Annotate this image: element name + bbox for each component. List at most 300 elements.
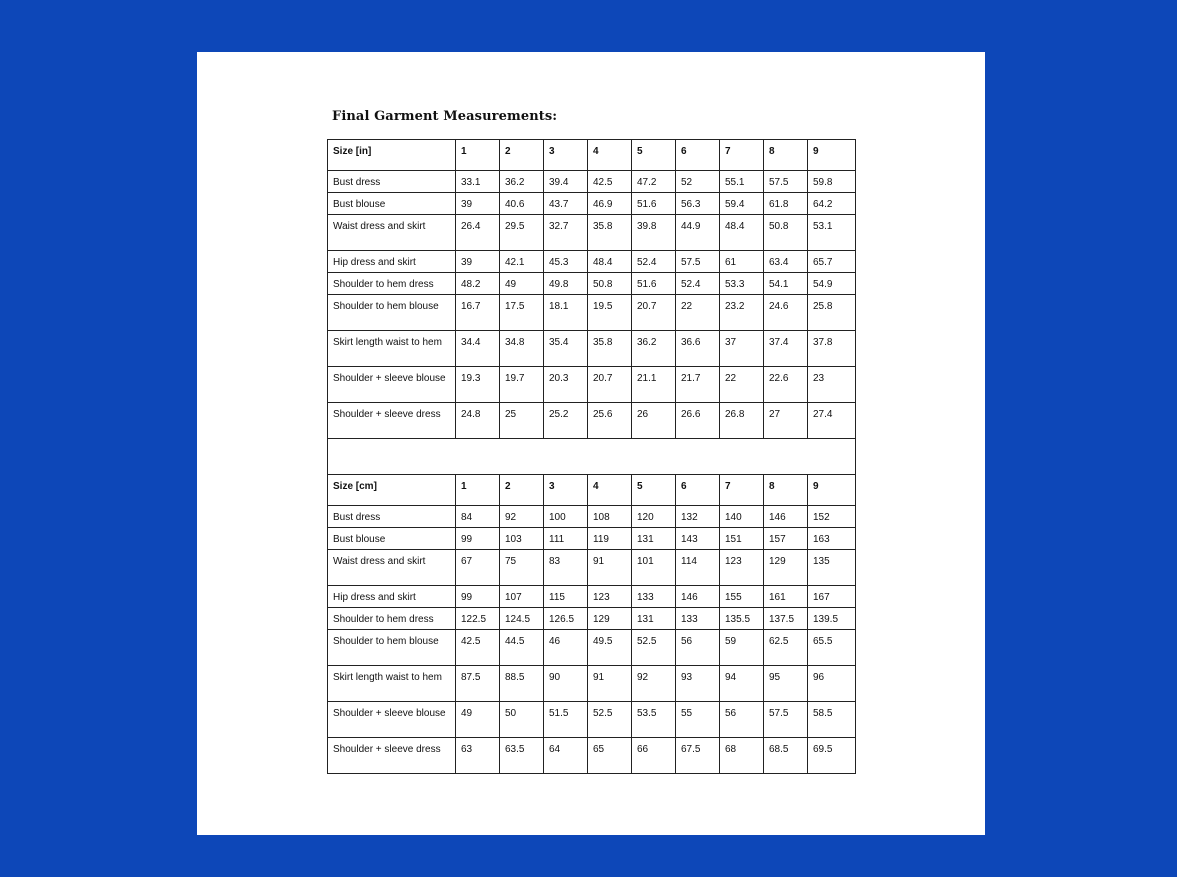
- value-cell: [676, 506, 720, 528]
- measurement-value: 48.4: [725, 221, 745, 232]
- measurement-value: 36.2: [505, 177, 525, 188]
- value-cell: [764, 586, 808, 608]
- value-cell: [764, 608, 808, 630]
- value-cell: [764, 550, 808, 586]
- value-cell: [544, 251, 588, 273]
- measurement-value: 47.2: [637, 177, 657, 188]
- table-row: [328, 171, 856, 193]
- value-cell: [720, 550, 764, 586]
- measurement-value: 100: [549, 512, 566, 523]
- table-row: [328, 215, 856, 251]
- table-row: [328, 251, 856, 273]
- cm-size-6: [676, 475, 720, 506]
- value-cell: [676, 586, 720, 608]
- measurement-value: 46.9: [593, 199, 613, 210]
- table-row: [328, 550, 856, 586]
- value-cell: [764, 528, 808, 550]
- value-cell: [500, 586, 544, 608]
- row-label-cell: [328, 630, 456, 666]
- value-cell: [544, 367, 588, 403]
- row-label-cell: [328, 702, 456, 738]
- value-cell: [808, 295, 856, 331]
- measurement-value: 51.6: [637, 199, 657, 210]
- measurement-value: 99: [461, 534, 473, 545]
- table-row: [328, 367, 856, 403]
- measurement-value: 58.5: [813, 708, 833, 719]
- value-cell: [808, 273, 856, 295]
- value-cell: [456, 666, 500, 702]
- value-cell: [500, 702, 544, 738]
- cm-size-8: [764, 475, 808, 506]
- measurement-value: 75: [505, 556, 517, 567]
- measurement-value: 50.8: [769, 221, 789, 232]
- measurement-value: 18.1: [549, 301, 569, 312]
- value-cell: [500, 550, 544, 586]
- header-cell-text: Size [in]: [333, 146, 372, 157]
- measurement-value: 123: [593, 592, 610, 603]
- measurement-value: 66: [637, 744, 649, 755]
- value-cell: [632, 193, 676, 215]
- inches-size-8: [764, 140, 808, 171]
- measurement-value: 24.8: [461, 409, 481, 420]
- value-cell: [808, 403, 856, 439]
- measurement-value: 123: [725, 556, 742, 567]
- header-cell-text: 6: [681, 146, 687, 157]
- value-cell: [544, 506, 588, 528]
- value-cell: [456, 215, 500, 251]
- measurement-value: 132: [681, 512, 698, 523]
- measurement-value: 87.5: [461, 672, 481, 683]
- measurement-value: 49.8: [549, 279, 569, 290]
- row-label-cell: [328, 666, 456, 702]
- measurement-value: 37: [725, 337, 737, 348]
- value-cell: [764, 295, 808, 331]
- measurement-value: 37.4: [769, 337, 789, 348]
- value-cell: [588, 193, 632, 215]
- header-cell-text: 2: [505, 146, 511, 157]
- measurement-value: 52.5: [593, 708, 613, 719]
- value-cell: [632, 586, 676, 608]
- cm-size-5: [632, 475, 676, 506]
- row-label: Skirt length waist to hem: [333, 337, 442, 348]
- table-row: [328, 738, 856, 774]
- value-cell: [720, 702, 764, 738]
- value-cell: [500, 193, 544, 215]
- measurement-value: 52: [681, 177, 693, 188]
- value-cell: [808, 608, 856, 630]
- measurement-value: 33.1: [461, 177, 481, 188]
- inches-size-header: [328, 140, 456, 171]
- value-cell: [676, 702, 720, 738]
- value-cell: [456, 550, 500, 586]
- row-label-cell: [328, 586, 456, 608]
- row-label: Bust blouse: [333, 534, 386, 545]
- value-cell: [632, 273, 676, 295]
- value-cell: [764, 273, 808, 295]
- value-cell: [544, 215, 588, 251]
- value-cell: [676, 666, 720, 702]
- measurement-value: 131: [637, 534, 654, 545]
- value-cell: [632, 506, 676, 528]
- cm-size-2: [500, 475, 544, 506]
- measurement-value: 39.8: [637, 221, 657, 232]
- measurement-value: 25.8: [813, 301, 833, 312]
- row-label: Shoulder to hem blouse: [333, 636, 439, 647]
- row-label-cell: [328, 506, 456, 528]
- value-cell: [500, 738, 544, 774]
- measurement-value: 62.5: [769, 636, 789, 647]
- measurement-value: 57.5: [769, 708, 789, 719]
- measurement-value: 64: [549, 744, 561, 755]
- value-cell: [632, 550, 676, 586]
- measurement-value: 25.2: [549, 409, 569, 420]
- value-cell: [720, 608, 764, 630]
- measurements-table: [327, 139, 856, 774]
- value-cell: [720, 586, 764, 608]
- row-label: Shoulder to hem dress: [333, 614, 434, 625]
- measurement-value: 17.5: [505, 301, 525, 312]
- value-cell: [808, 666, 856, 702]
- value-cell: [500, 506, 544, 528]
- measurement-value: 143: [681, 534, 698, 545]
- row-label-cell: [328, 273, 456, 295]
- measurement-value: 26.4: [461, 221, 481, 232]
- header-cell-text: 3: [549, 146, 555, 157]
- table-row: [328, 528, 856, 550]
- measurement-value: 88.5: [505, 672, 525, 683]
- header-cell-text: 1: [461, 481, 467, 492]
- measurement-value: 137.5: [769, 614, 795, 625]
- measurement-value: 23.2: [725, 301, 745, 312]
- value-cell: [632, 702, 676, 738]
- measurement-value: 146: [681, 592, 698, 603]
- value-cell: [764, 215, 808, 251]
- value-cell: [544, 528, 588, 550]
- measurement-value: 95: [769, 672, 781, 683]
- header-cell-text: 1: [461, 146, 467, 157]
- value-cell: [456, 702, 500, 738]
- row-label: Hip dress and skirt: [333, 592, 416, 603]
- value-cell: [456, 528, 500, 550]
- measurement-value: 65: [593, 744, 605, 755]
- value-cell: [456, 171, 500, 193]
- header-cell-text: 7: [725, 481, 731, 492]
- inches-header-row: [328, 140, 856, 171]
- measurement-value: 52.5: [637, 636, 657, 647]
- value-cell: [764, 738, 808, 774]
- cm-size-9: [808, 475, 856, 506]
- value-cell: [588, 215, 632, 251]
- value-cell: [588, 273, 632, 295]
- value-cell: [720, 506, 764, 528]
- measurement-value: 44.9: [681, 221, 701, 232]
- measurement-value: 25: [505, 409, 517, 420]
- measurement-value: 140: [725, 512, 742, 523]
- row-label: Shoulder + sleeve dress: [333, 409, 441, 420]
- value-cell: [456, 273, 500, 295]
- row-label-cell: [328, 295, 456, 331]
- value-cell: [720, 193, 764, 215]
- measurement-value: 63.4: [769, 257, 789, 268]
- measurement-value: 114: [681, 556, 697, 567]
- measurement-value: 39: [461, 257, 473, 268]
- header-cell-text: 4: [593, 146, 599, 157]
- measurement-value: 90: [549, 672, 561, 683]
- header-cell-text: 5: [637, 146, 643, 157]
- measurement-value: 19.3: [461, 373, 481, 384]
- value-cell: [632, 171, 676, 193]
- value-cell: [764, 630, 808, 666]
- measurement-value: 42.5: [593, 177, 613, 188]
- row-label: Hip dress and skirt: [333, 257, 416, 268]
- value-cell: [676, 273, 720, 295]
- value-cell: [632, 331, 676, 367]
- measurement-value: 20.3: [549, 373, 569, 384]
- value-cell: [808, 630, 856, 666]
- measurement-value: 35.4: [549, 337, 569, 348]
- value-cell: [544, 193, 588, 215]
- measurement-value: 20.7: [593, 373, 613, 384]
- value-cell: [500, 215, 544, 251]
- cm-size-7: [720, 475, 764, 506]
- measurement-value: 99: [461, 592, 473, 603]
- measurement-value: 55: [681, 708, 693, 719]
- header-cell-text: 6: [681, 481, 687, 492]
- inches-size-7: [720, 140, 764, 171]
- value-cell: [632, 608, 676, 630]
- header-cell-text: 3: [549, 481, 555, 492]
- measurement-value: 63: [461, 744, 473, 755]
- value-cell: [764, 193, 808, 215]
- inches-size-5: [632, 140, 676, 171]
- measurement-value: 23: [813, 373, 825, 384]
- value-cell: [588, 251, 632, 273]
- value-cell: [500, 367, 544, 403]
- measurement-value: 50.8: [593, 279, 613, 290]
- row-label-cell: [328, 738, 456, 774]
- row-label-cell: [328, 331, 456, 367]
- measurement-value: 107: [505, 592, 522, 603]
- value-cell: [500, 171, 544, 193]
- document-page: [197, 52, 985, 835]
- value-cell: [588, 550, 632, 586]
- measurement-value: 36.6: [681, 337, 701, 348]
- value-cell: [544, 702, 588, 738]
- value-cell: [456, 367, 500, 403]
- value-cell: [456, 295, 500, 331]
- value-cell: [808, 331, 856, 367]
- measurement-value: 63.5: [505, 744, 525, 755]
- measurement-value: 40.6: [505, 199, 525, 210]
- measurement-value: 84: [461, 512, 473, 523]
- measurement-value: 56: [681, 636, 693, 647]
- value-cell: [764, 171, 808, 193]
- value-cell: [544, 630, 588, 666]
- value-cell: [456, 738, 500, 774]
- measurement-value: 157: [769, 534, 786, 545]
- header-cell-text: 8: [769, 146, 775, 157]
- measurement-value: 16.7: [461, 301, 481, 312]
- measurement-value: 54.9: [813, 279, 833, 290]
- value-cell: [676, 331, 720, 367]
- measurement-value: 19.7: [505, 373, 525, 384]
- measurement-value: 49: [461, 708, 473, 719]
- measurement-value: 45.3: [549, 257, 569, 268]
- measurement-value: 129: [593, 614, 610, 625]
- measurement-value: 19.5: [593, 301, 613, 312]
- measurement-value: 51.5: [549, 708, 569, 719]
- measurement-value: 129: [769, 556, 786, 567]
- measurement-value: 54.1: [769, 279, 789, 290]
- table-row: [328, 273, 856, 295]
- measurement-value: 49.5: [593, 636, 613, 647]
- row-label-cell: [328, 608, 456, 630]
- value-cell: [456, 193, 500, 215]
- value-cell: [720, 251, 764, 273]
- value-cell: [808, 528, 856, 550]
- value-cell: [544, 331, 588, 367]
- inches-size-4: [588, 140, 632, 171]
- row-label: Shoulder to hem dress: [333, 279, 434, 290]
- row-label: Shoulder + sleeve blouse: [333, 373, 446, 384]
- table-row: [328, 630, 856, 666]
- value-cell: [720, 331, 764, 367]
- measurement-value: 26.6: [681, 409, 701, 420]
- inches-size-6: [676, 140, 720, 171]
- value-cell: [632, 295, 676, 331]
- measurement-value: 103: [505, 534, 522, 545]
- value-cell: [588, 630, 632, 666]
- value-cell: [500, 608, 544, 630]
- value-cell: [500, 331, 544, 367]
- table-row: [328, 608, 856, 630]
- row-label-cell: [328, 367, 456, 403]
- measurement-value: 124.5: [505, 614, 531, 625]
- value-cell: [500, 528, 544, 550]
- value-cell: [544, 295, 588, 331]
- measurement-value: 24.6: [769, 301, 789, 312]
- row-label-cell: [328, 171, 456, 193]
- measurement-value: 32.7: [549, 221, 569, 232]
- measurement-value: 59.8: [813, 177, 833, 188]
- table-row: [328, 295, 856, 331]
- value-cell: [808, 215, 856, 251]
- centimeters-section: [328, 475, 856, 774]
- measurement-value: 92: [505, 512, 517, 523]
- table-row: [328, 331, 856, 367]
- measurement-value: 59: [725, 636, 737, 647]
- table-row: [328, 702, 856, 738]
- measurement-value: 52.4: [637, 257, 657, 268]
- measurement-value: 22: [725, 373, 737, 384]
- measurement-value: 36.2: [637, 337, 657, 348]
- measurement-value: 46: [549, 636, 561, 647]
- value-cell: [588, 702, 632, 738]
- value-cell: [676, 630, 720, 666]
- measurement-value: 39.4: [549, 177, 569, 188]
- inches-size-9: [808, 140, 856, 171]
- header-cell-text: 2: [505, 481, 511, 492]
- row-label: Shoulder + sleeve dress: [333, 744, 441, 755]
- value-cell: [676, 550, 720, 586]
- value-cell: [764, 251, 808, 273]
- value-cell: [544, 403, 588, 439]
- value-cell: [808, 193, 856, 215]
- value-cell: [632, 528, 676, 550]
- value-cell: [720, 403, 764, 439]
- value-cell: [676, 251, 720, 273]
- inches-size-1: [456, 140, 500, 171]
- measurement-value: 67.5: [681, 744, 701, 755]
- row-label-cell: [328, 215, 456, 251]
- measurement-value: 22.6: [769, 373, 789, 384]
- value-cell: [808, 550, 856, 586]
- measurement-value: 52.4: [681, 279, 701, 290]
- value-cell: [764, 367, 808, 403]
- value-cell: [808, 738, 856, 774]
- measurement-value: 68.5: [769, 744, 789, 755]
- spacer-cell: [328, 439, 856, 475]
- value-cell: [456, 608, 500, 630]
- measurement-value: 42.5: [461, 636, 481, 647]
- measurement-value: 35.8: [593, 337, 613, 348]
- value-cell: [808, 171, 856, 193]
- measurement-value: 51.6: [637, 279, 657, 290]
- value-cell: [808, 506, 856, 528]
- table-row: [328, 403, 856, 439]
- measurement-value: 122.5: [461, 614, 487, 625]
- measurement-value: 135.5: [725, 614, 751, 625]
- measurement-value: 96: [813, 672, 825, 683]
- cm-header-row: [328, 475, 856, 506]
- measurement-value: 167: [813, 592, 830, 603]
- header-cell-text: 9: [813, 481, 819, 492]
- measurement-value: 101: [637, 556, 654, 567]
- measurement-value: 61.8: [769, 199, 789, 210]
- value-cell: [544, 586, 588, 608]
- row-label-cell: [328, 528, 456, 550]
- value-cell: [544, 273, 588, 295]
- value-cell: [588, 528, 632, 550]
- measurement-value: 56: [725, 708, 737, 719]
- value-cell: [720, 666, 764, 702]
- section-spacer: [328, 439, 856, 475]
- value-cell: [500, 251, 544, 273]
- row-label: Shoulder to hem blouse: [333, 301, 439, 312]
- table-row: [328, 666, 856, 702]
- measurement-value: 91: [593, 556, 605, 567]
- measurement-value: 22: [681, 301, 693, 312]
- value-cell: [720, 367, 764, 403]
- inches-size-3: [544, 140, 588, 171]
- value-cell: [588, 666, 632, 702]
- measurement-value: 120: [637, 512, 654, 523]
- row-label: Bust dress: [333, 512, 381, 523]
- value-cell: [456, 403, 500, 439]
- measurement-value: 21.7: [681, 373, 701, 384]
- measurement-value: 151: [725, 534, 742, 545]
- row-label-cell: [328, 550, 456, 586]
- measurement-value: 39: [461, 199, 473, 210]
- measurement-value: 44.5: [505, 636, 525, 647]
- measurement-value: 115: [549, 592, 565, 603]
- value-cell: [456, 506, 500, 528]
- measurement-value: 57.5: [769, 177, 789, 188]
- value-cell: [544, 608, 588, 630]
- measurement-value: 163: [813, 534, 830, 545]
- value-cell: [764, 666, 808, 702]
- value-cell: [720, 528, 764, 550]
